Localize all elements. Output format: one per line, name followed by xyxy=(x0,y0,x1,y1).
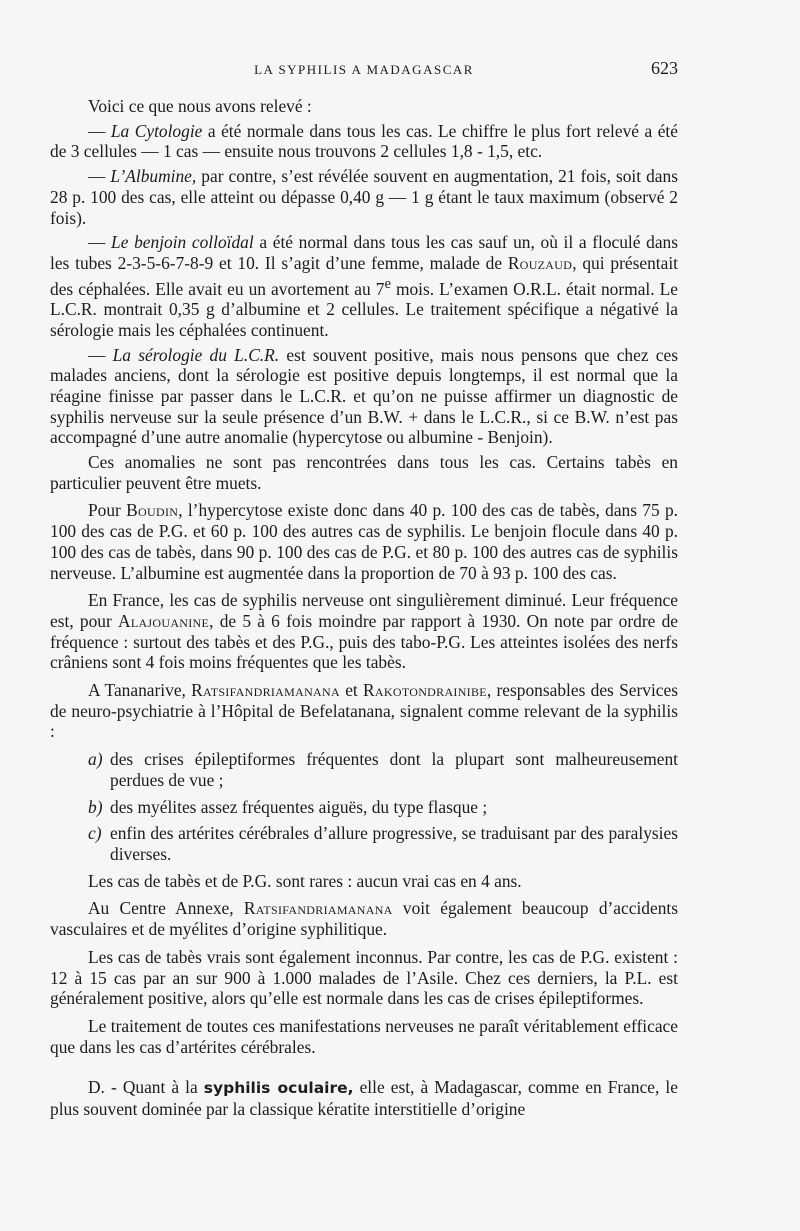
author-name: Boudin xyxy=(126,500,179,521)
boudin-lead: Pour xyxy=(88,500,127,521)
term-cytologie: La Cytologie xyxy=(110,120,203,141)
paragraph-boudin xyxy=(50,500,678,583)
paragraph-centre-annexe xyxy=(50,898,678,939)
term-serologie: La sérologie du L.C.R. xyxy=(112,344,280,365)
france-text-1: En France, les cas de syphilis nerveuse ont singulièrement diminué. Leur fréquence est, pour xyxy=(50,590,678,631)
superscript: e xyxy=(384,275,391,292)
paragraph-benjoin xyxy=(50,232,678,340)
benjoin-text-2: , qui présentait des céphalées. Elle avait eu un avortement au 7 xyxy=(50,252,678,299)
tananarive-text-2: et xyxy=(339,680,364,701)
list-marker: a) xyxy=(88,749,103,770)
list-text: des myélites assez fréquentes aiguës, du type flasque ; xyxy=(110,796,488,817)
list-item xyxy=(88,749,678,790)
body-text xyxy=(50,96,678,1127)
serologie-text: est souvent positive, mais nous pensons que chez ces malades anciens, dont la sérologie est positive depuis longtemps, il est normal que la réagine finisse par passer dans le L.C.R. et qu’on ne puisse affirmer un diagnostic de syphilis nerveuse sur la seule présence d’un B.W. + dans le L.C.R., si ce B.W. n’est pas accompagné d’une autre anomalie (hypercytose ou albumine - Benjoin). xyxy=(50,344,678,448)
dash: — xyxy=(88,120,111,141)
paragraph-intro: Voici ce que nous avons relevé : xyxy=(88,96,312,116)
cytologie-text: a été normale dans tous les cas. Le chiffre le plus fort relevé a été de 3 cellules — 1 cas — ensuite nous trouvons 2 cellules 1,8 - 1,5, etc. xyxy=(50,120,678,162)
paragraph-tabes-rares: Les cas de tabès et de P.G. sont rares : aucun vrai cas en 4 ans. xyxy=(88,870,522,891)
list-marker: b) xyxy=(88,796,103,817)
paragraph-albumine xyxy=(50,166,678,228)
page-number: 623 xyxy=(651,58,678,78)
list-marker: c) xyxy=(88,823,102,844)
paragraph-section-d xyxy=(50,1077,678,1119)
paragraph-serologie xyxy=(50,345,678,449)
paragraph-cytologie xyxy=(50,121,678,162)
boudin-text: , l’hypercytose existe donc dans 40 p. 100 des cas de tabès, dans 75 p. 100 des cas de P.G. et 60 p. 100 des autres cas de syphilis. Le benjoin flocule dans 40 p. 100 des cas de tabès, dans 90 p. 100 des cas de P.G. et 80 p. 100 des autres cas de syphilis nerveuse. L’albumine est augmentée dans la proportion de 70 à 93 p. 100 des cas. xyxy=(50,500,679,583)
list-text: enfin des artérites cérébrales d’allure progressive, se traduisant par des paralysies diverses. xyxy=(110,823,678,864)
author-name: Rakotondrainibe xyxy=(363,680,487,701)
list-text: des crises épileptiformes fréquentes dont la plupart sont malheureusement perdues de vue ; xyxy=(110,749,678,790)
tananarive-text-1: A Tananarive, xyxy=(88,680,192,701)
author-name: Alajouanine xyxy=(117,610,210,631)
paragraph-france xyxy=(50,590,678,673)
paragraph-traitement: Le traitement de toutes ces manifestations nerveuses ne paraît véritablement efficace que dans les cas d’artérites cérébrales. xyxy=(50,1015,678,1057)
list-item xyxy=(88,797,678,818)
dash: — xyxy=(88,166,111,187)
author-name: Rouzaud xyxy=(507,252,573,273)
centre-annexe-text-2: voit également beaucoup d’accidents vasculaires et de myélites d’origine syphilitique. xyxy=(50,898,679,940)
term-syphilis-oculaire: syphilis oculaire, xyxy=(203,1079,354,1098)
term-albumine: L’Albumine, xyxy=(110,166,197,187)
benjoin-text-1: a été normal dans tous les cas sauf un, où il a floculé dans les tubes 2-3-5-6-7-8-9 et 10. Il s’agit d’une femme, malade de xyxy=(50,232,678,273)
section-d-text-2: elle est, à Madagascar, comme en France, le plus souvent dominée par la classique kératite interstitielle d’origine xyxy=(50,1077,678,1120)
paragraph-tananarive xyxy=(50,680,678,742)
paragraph-anomalies: Ces anomalies ne sont pas rencontrées dans tous les cas. Certains tabès en particulier peuvent être muets. xyxy=(50,452,678,493)
running-title: LA SYPHILIS A MADAGASCAR xyxy=(254,62,474,77)
term-benjoin: Le benjoin colloïdal xyxy=(111,232,254,253)
centre-annexe-text-1: Au Centre Annexe, xyxy=(88,898,244,919)
dash: — xyxy=(88,344,113,365)
author-name: Ratsifandriamanana xyxy=(191,680,340,701)
dash: — xyxy=(88,232,112,253)
section-d-text-1: D. - Quant à la xyxy=(88,1077,204,1098)
list-item xyxy=(88,823,678,864)
france-text-2: , de 5 à 6 fois moindre par rapport à 1930. On note par ordre de fréquence : surtout des tabès et des P.G., puis des tabo-P.G. Les atteintes isolées des nerfs crâniens sont 4 fois moins fréquentes que les tabès. xyxy=(50,610,678,673)
author-name: Ratsifandriamanana xyxy=(243,898,393,919)
benjoin-text-3: mois. L’examen O.R.L. était normal. Le L.C.R. montrait 0,35 g d’albumine et 2 cellules. Le traitement spécifique a négativé la sérologie mais les céphalées continuent. xyxy=(50,278,678,340)
tananarive-text-3: , responsables des Services de neuro-psychiatrie à l’Hôpital de Befelatanana, signalent comme relevant de la syphilis : xyxy=(50,680,678,742)
albumine-text: par contre, s’est révélée souvent en augmentation, 21 fois, soit dans 28 p. 100 des cas, elle atteint ou dépasse 0,40 g — 1 g étant le taux maximum (observé 2 fois). xyxy=(50,166,678,228)
paragraph-tabes-vrais: Les cas de tabès vrais sont également inconnus. Par contre, les cas de P.G. existent : 12 à 15 cas par an sur 900 à 1.000 malades de l’Asile. Chez ces derniers, la P.L. est généralement positive, alors qu’elle est normale dans les cas de crises épileptiformes. xyxy=(50,946,678,1009)
